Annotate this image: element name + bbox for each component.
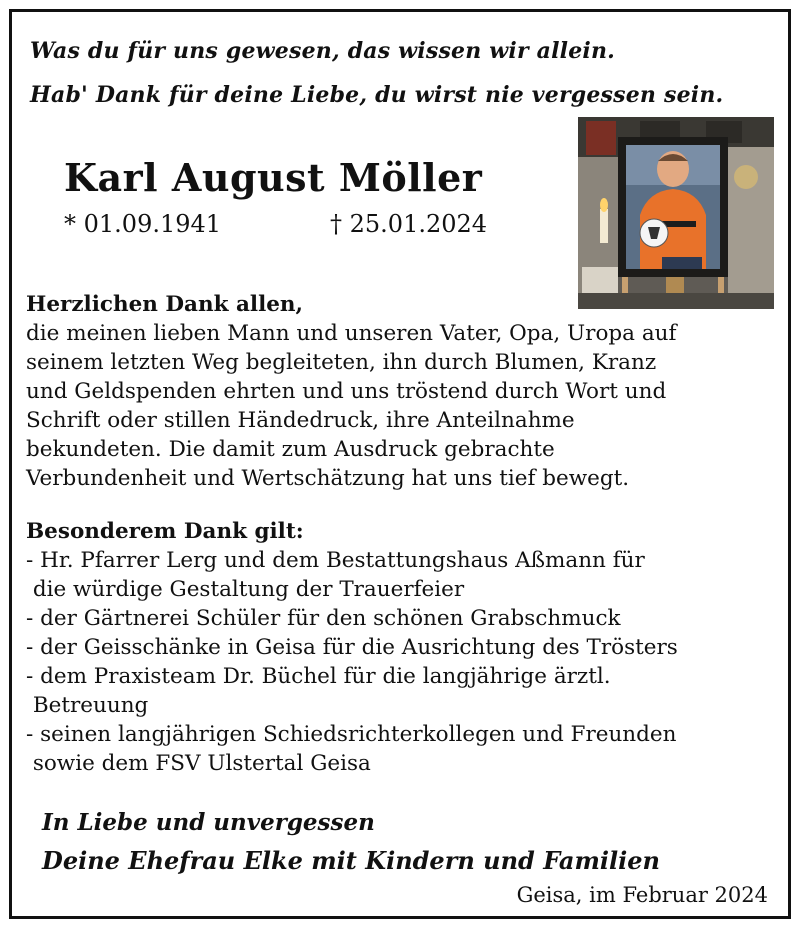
thanks-line: die meinen lieben Mann und unseren Vater, Opa, Uropa auf [26, 321, 677, 346]
thanks-line: und Geldspenden ehrten und uns tröstend durch Wort und [26, 379, 667, 404]
obituary-card [9, 9, 791, 919]
portrait-photo-illustration [578, 117, 774, 309]
thanks-line: Schrift oder stillen Händedruck, ihre Anteilnahme [26, 408, 575, 433]
special-thanks-heading: Besonderem Dank gilt: [26, 519, 304, 544]
special-thanks-line: - der Gärtnerei Schüler für den schönen Grabschmuck [26, 606, 621, 631]
special-thanks-section [26, 517, 678, 778]
thanks-line: seinem letzten Weg begleiteten, ihn durch Blumen, Kranz [26, 350, 657, 375]
birth-date: * 01.09.1941 [64, 210, 222, 238]
thanks-line: Verbundenheit und Wertschätzung hat uns tief bewegt. [26, 466, 630, 491]
thanks-heading: Herzlichen Dank allen, [26, 292, 304, 317]
special-thanks-line: - der Geisschänke in Geisa für die Ausrichtung des Trösters [26, 635, 678, 660]
thanks-line: bekundeten. Die damit zum Ausdruck gebrachte [26, 437, 555, 462]
special-thanks-line: sowie dem FSV Ulstertal Geisa [26, 751, 371, 776]
motto-line-2: Hab' Dank für deine Liebe, du wirst nie vergessen sein. [30, 82, 724, 108]
motto-line-1: Was du für uns gewesen, das wissen wir allein. [30, 38, 616, 64]
special-thanks-line: - Hr. Pfarrer Lerg und dem Bestattungshaus Aßmann für [26, 548, 645, 573]
thanks-section [26, 290, 676, 493]
closing-line-2: Deine Ehefrau Elke mit Kindern und Familien [42, 846, 660, 875]
special-thanks-line: - dem Praxisteam Dr. Büchel für die langjährige ärztl. [26, 664, 611, 689]
deceased-name: Karl August Möller [64, 155, 483, 200]
special-thanks-line: - seinen langjährigen Schiedsrichterkollegen und Freunden [26, 722, 677, 747]
place-and-date: Geisa, im Februar 2024 [516, 883, 768, 907]
special-thanks-line: die würdige Gestaltung der Trauerfeier [26, 577, 465, 602]
portrait-photo [578, 117, 774, 309]
special-thanks-line: Betreuung [26, 693, 149, 718]
closing-line-1: In Liebe und unvergessen [42, 809, 375, 836]
death-date: † 25.01.2024 [330, 210, 488, 238]
